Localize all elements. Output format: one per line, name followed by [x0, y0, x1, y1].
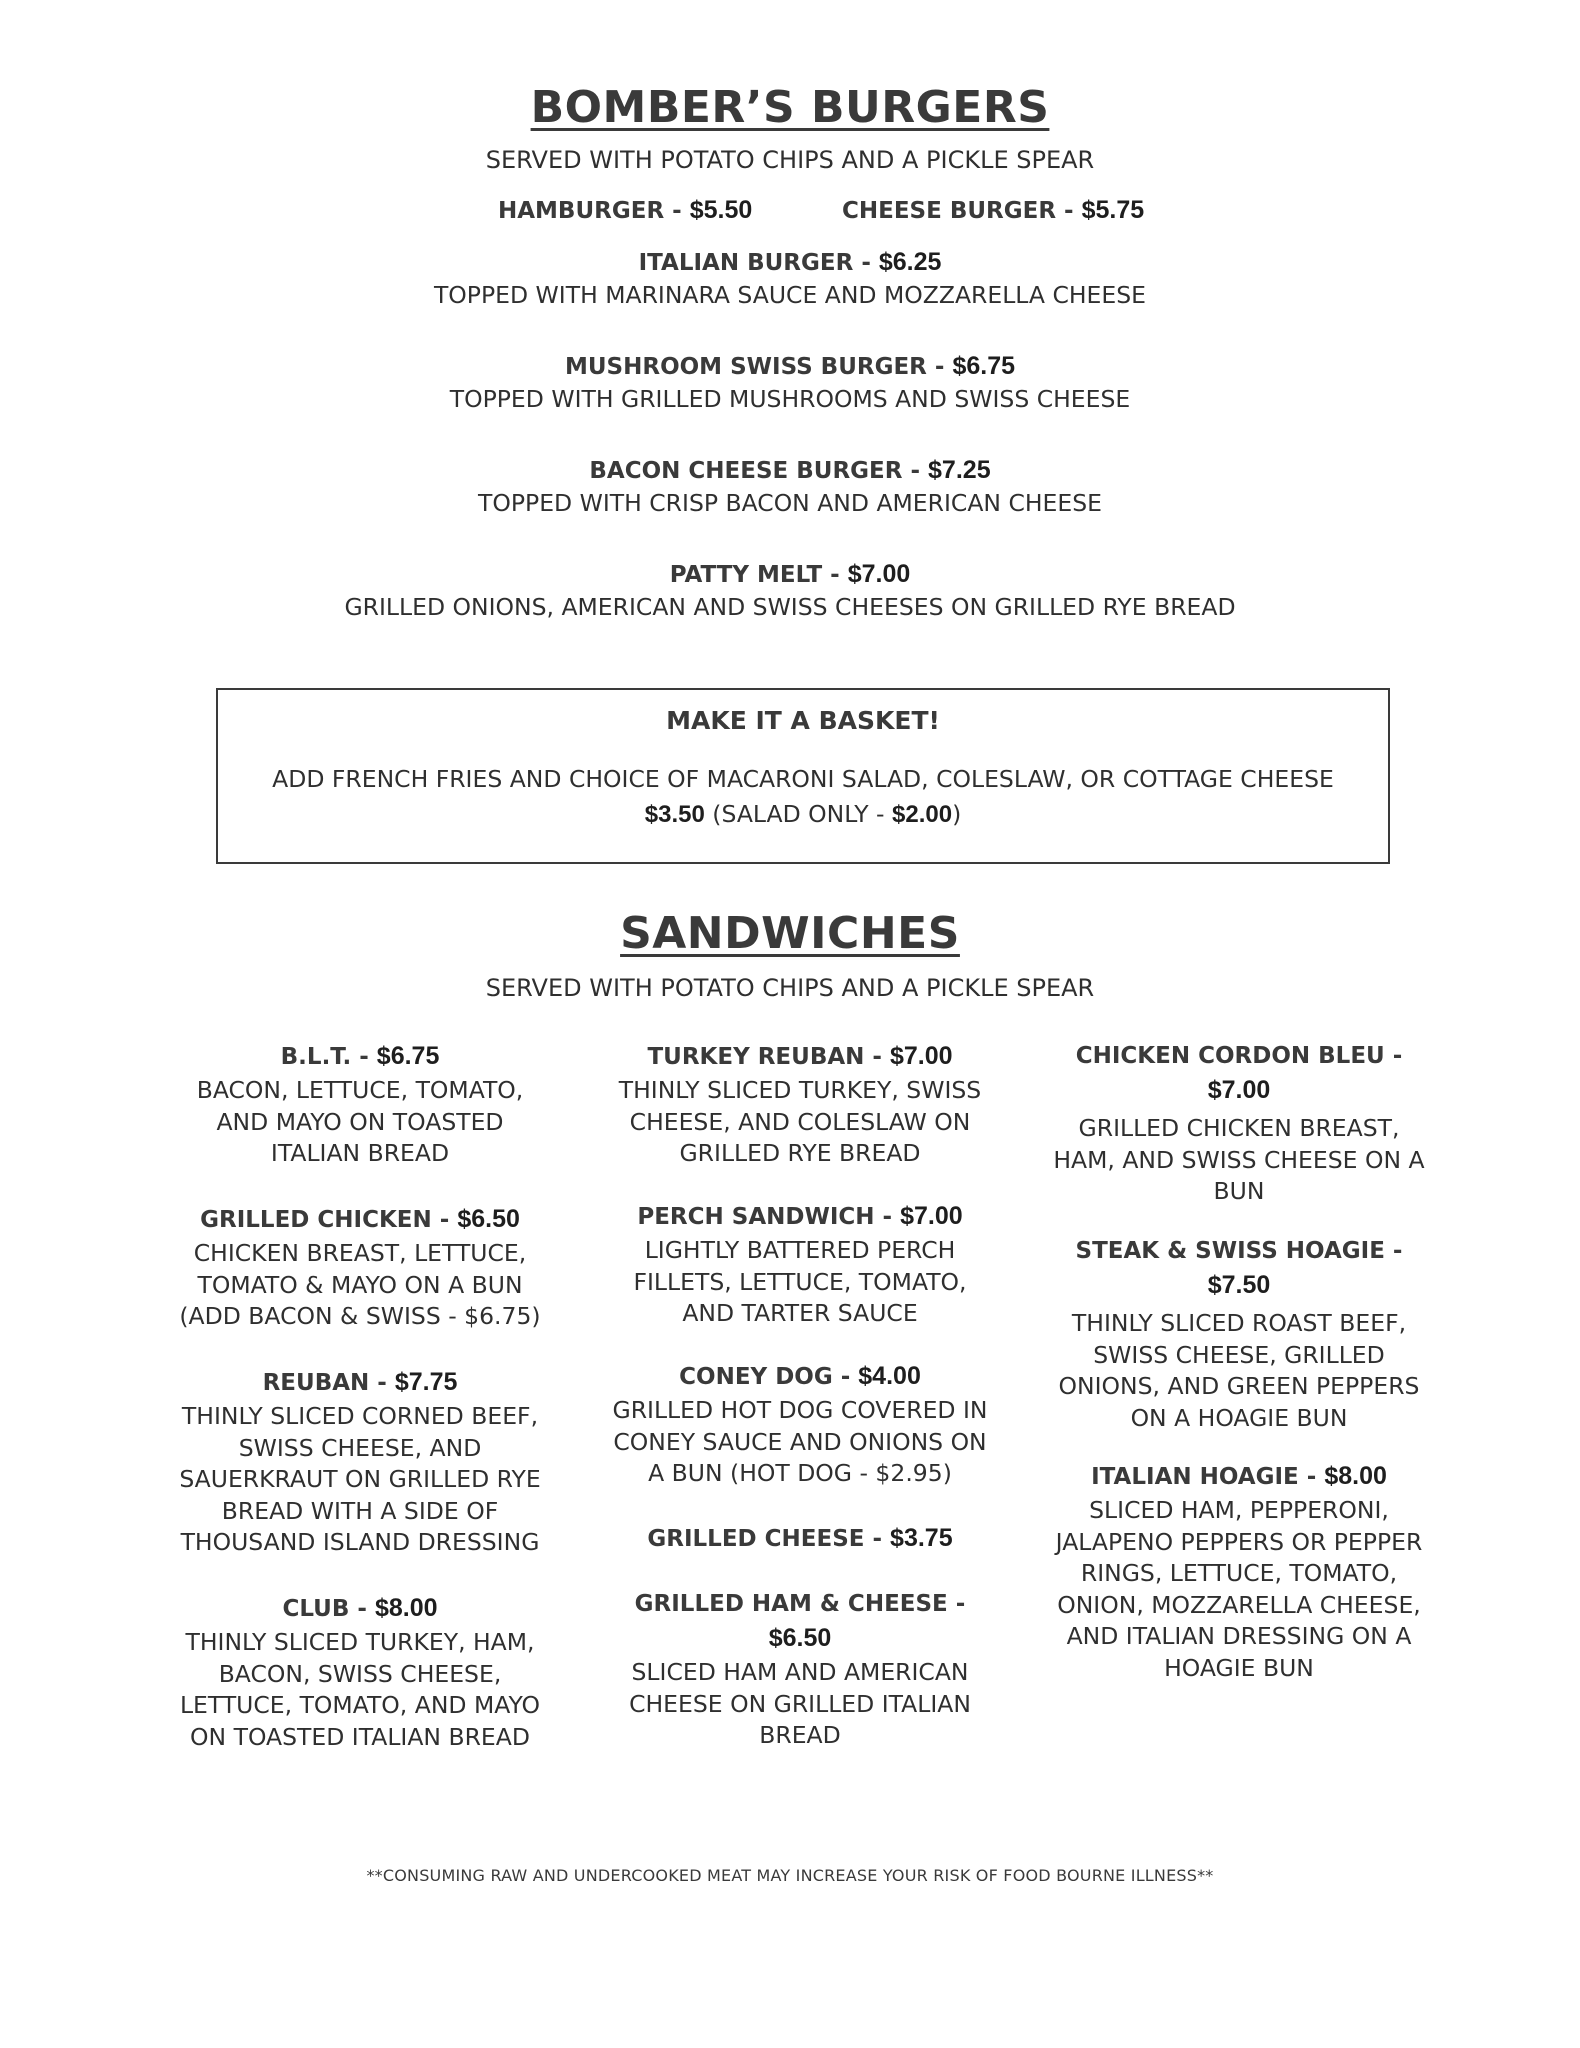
item-name: B.L.T. - [280, 1044, 377, 1070]
item-description-line: BREAD WITH A SIDE OF [221, 1496, 499, 1525]
menu-item-grilled-cheese [610, 1522, 990, 1557]
item-name: GRILLED HAM & CHEESE - [634, 1591, 966, 1617]
menu-item-hamburger [498, 196, 752, 225]
item-price: $6.75 [376, 1042, 440, 1070]
basket-price-line [218, 800, 1388, 829]
item-description-line: SLICED HAM, PEPPERONI, [1089, 1496, 1389, 1524]
item-price: $6.50 [768, 1624, 832, 1652]
item-description-line: BACON, LETTUCE, TOMATO, [196, 1076, 524, 1104]
item-description-line: ON A HOAGIE BUN [1130, 1403, 1348, 1432]
item-name: CONEY DOG - [679, 1364, 859, 1390]
menu-item-bacon-cheese-burger [0, 456, 1580, 517]
item-description-line: SAUERKRAUT ON GRILLED RYE [179, 1465, 541, 1493]
item-price: $7.50 [1207, 1271, 1271, 1299]
item-price: $7.00 [889, 1042, 953, 1070]
item-price: $5.50 [689, 196, 753, 224]
item-description-line: CONEY SAUCE AND ONIONS ON [613, 1427, 987, 1456]
item-description-line: AND ITALIAN DRESSING ON A [1066, 1622, 1412, 1650]
menu-item-steak-swiss-hoagie [1050, 1235, 1428, 1434]
item-description: GRILLED ONIONS, AMERICAN AND SWISS CHEESES ON GRILLED RYE BREAD [344, 593, 1236, 621]
item-name: CHEESE BURGER - [842, 198, 1082, 224]
item-description-line: LETTUCE, TOMATO, AND MAYO [179, 1691, 541, 1719]
basket-salad-close: ) [952, 800, 962, 828]
item-name: PATTY MELT - [669, 562, 848, 588]
menu-item-club [170, 1592, 550, 1753]
item-price: $7.00 [1207, 1076, 1271, 1104]
item-name: GRILLED CHEESE - [647, 1526, 891, 1552]
item-name: HAMBURGER - [498, 198, 690, 224]
item-price: $7.75 [394, 1368, 458, 1396]
item-description-line: SWISS CHEESE, GRILLED [1093, 1340, 1385, 1369]
item-name: ITALIAN HOAGIE - [1091, 1464, 1325, 1490]
item-description-line: HOAGIE BUN [1164, 1653, 1314, 1682]
basket-description: ADD FRENCH FRIES AND CHOICE OF MACARONI SALAD, COLESLAW, OR COTTAGE CHEESE [272, 765, 1334, 793]
item-description-line: (ADD BACON & SWISS - $6.75) [179, 1302, 541, 1330]
item-price: $7.25 [928, 456, 991, 484]
basket-price: $3.50 [644, 801, 705, 828]
item-price: $4.00 [858, 1362, 921, 1390]
item-description-line: A BUN (HOT DOG - $2.95) [648, 1459, 952, 1487]
item-name: GRILLED CHICKEN - [200, 1207, 458, 1233]
item-description-line: THINLY SLICED CORNED BEEF, [181, 1402, 539, 1430]
item-description-line: SLICED HAM AND AMERICAN [631, 1658, 969, 1686]
item-description-line: LIGHTLY BATTERED PERCH [644, 1236, 956, 1264]
item-description-line: JALAPENO PEPPERS OR PEPPER [1055, 1527, 1423, 1556]
menu-item-grilled-ham-cheese [610, 1588, 990, 1752]
item-description-line: BUN [1213, 1177, 1265, 1205]
item-description-line: ONION, MOZZARELLA CHEESE, [1057, 1590, 1421, 1619]
menu-item-mushroom-swiss-burger [0, 352, 1580, 413]
food-safety-disclaimer: **CONSUMING RAW AND UNDERCOOKED MEAT MAY INCREASE YOUR RISK OF FOOD BOURNE ILLNESS** [366, 1866, 1214, 1885]
menu-item-reuban [170, 1366, 550, 1559]
item-description-line: FILLETS, LETTUCE, TOMATO, [633, 1267, 967, 1296]
menu-item-coney-dog [610, 1360, 990, 1490]
item-price: $8.00 [1324, 1462, 1387, 1490]
item-description-line: AND MAYO ON TOASTED [216, 1107, 504, 1136]
item-name: CHICKEN CORDON BLEU - [1075, 1043, 1403, 1069]
item-price: $6.25 [878, 248, 942, 276]
item-name: CLUB - [282, 1596, 375, 1622]
menu-item-turkey-reuban [610, 1040, 990, 1170]
item-price: $8.00 [374, 1594, 438, 1622]
item-name: MUSHROOM SWISS BURGER - [564, 354, 953, 380]
item-description-line: CHICKEN BREAST, LETTUCE, [193, 1239, 527, 1267]
burgers-served-with: SERVED WITH POTATO CHIPS AND A PICKLE SPEAR [485, 146, 1095, 174]
item-description-line: ON TOASTED ITALIAN BREAD [190, 1722, 530, 1751]
item-price: $6.50 [457, 1205, 520, 1233]
item-price: $3.75 [890, 1524, 953, 1552]
item-description-line: THINLY SLICED ROAST BEEF, [1071, 1309, 1407, 1337]
item-description-line: THOUSAND ISLAND DRESSING [180, 1528, 540, 1556]
menu-item-patty-melt [0, 560, 1580, 621]
item-description-line: BREAD [759, 1721, 841, 1749]
item-name: ITALIAN BURGER - [638, 250, 879, 276]
item-price: $5.75 [1081, 196, 1145, 224]
item-description-line: THINLY SLICED TURKEY, SWISS [618, 1076, 982, 1104]
item-description-line: ONIONS, AND GREEN PEPPERS [1058, 1372, 1420, 1400]
menu-item-italian-burger [0, 248, 1580, 309]
menu-item-cheese-burger [842, 196, 1144, 225]
sandwiches-title: SANDWICHES [620, 908, 960, 959]
item-description: TOPPED WITH MARINARA SAUCE AND MOZZARELLA CHEESE [433, 281, 1147, 309]
menu-item-chicken-cordon-bleu [1050, 1040, 1428, 1208]
item-description-line: CHEESE ON GRILLED ITALIAN [629, 1689, 971, 1718]
item-description-line: BACON, SWISS CHEESE, [218, 1659, 502, 1688]
item-name: TURKEY REUBAN - [647, 1044, 890, 1070]
item-description-line: GRILLED HOT DOG COVERED IN [612, 1396, 988, 1424]
burgers-title: BOMBER’S BURGERS [530, 82, 1050, 133]
item-description-line: TOMATO & MAYO ON A BUN [197, 1270, 523, 1299]
basket-salad-label: (SALAD ONLY - [704, 800, 892, 828]
item-price: $7.00 [847, 560, 911, 588]
item-description-line: GRILLED RYE BREAD [679, 1139, 921, 1167]
menu-item-perch-sandwich [610, 1200, 990, 1330]
item-description-line: SWISS CHEESE, AND [238, 1433, 482, 1462]
item-description-line: ITALIAN BREAD [270, 1139, 450, 1167]
basket-title: MAKE IT A BASKET! [666, 706, 940, 735]
item-description-line: GRILLED CHICKEN BREAST, [1078, 1114, 1400, 1142]
basket-box [216, 688, 1390, 864]
item-description-line: RINGS, LETTUCE, TOMATO, [1080, 1559, 1398, 1587]
item-description: TOPPED WITH CRISP BACON AND AMERICAN CHEESE [478, 489, 1102, 517]
basket-salad-price: $2.00 [892, 801, 953, 828]
item-description-line: HAM, AND SWISS CHEESE ON A [1053, 1145, 1425, 1174]
item-description-line: THINLY SLICED TURKEY, HAM, [185, 1628, 535, 1656]
menu-item-grilled-chicken [170, 1203, 550, 1333]
item-name: REUBAN - [262, 1370, 395, 1396]
menu-item-italian-hoagie [1050, 1460, 1428, 1684]
item-price: $7.00 [900, 1202, 963, 1230]
menu-item-blt [170, 1040, 550, 1170]
item-description-line: CHEESE, AND COLESLAW ON [629, 1107, 971, 1136]
item-name: BACON CHEESE BURGER - [589, 458, 929, 484]
item-description: TOPPED WITH GRILLED MUSHROOMS AND SWISS CHEESE [449, 385, 1131, 413]
sandwiches-served-with: SERVED WITH POTATO CHIPS AND A PICKLE SPEAR [485, 974, 1095, 1002]
item-name: STEAK & SWISS HOAGIE - [1075, 1238, 1403, 1264]
item-price: $6.75 [952, 352, 1016, 380]
item-description-line: AND TARTER SAUCE [682, 1299, 918, 1327]
item-name: PERCH SANDWICH - [637, 1204, 901, 1230]
